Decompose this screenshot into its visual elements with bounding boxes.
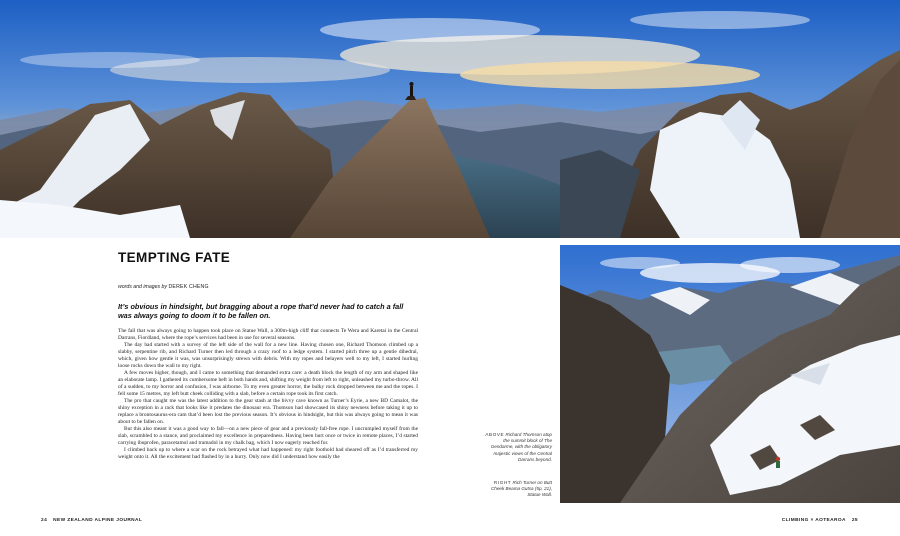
caption-above-text: Richard Thomson atop the summit block of The Gendarme, with the obligatory majestic views of the Central Darrans beyond. [490, 432, 552, 462]
byline [118, 284, 418, 290]
climber-photo [560, 245, 900, 503]
caption-above [480, 432, 552, 463]
section-name: CLIMBING × AOTEAROA [781, 518, 846, 523]
page-number-left: 24 [41, 518, 48, 523]
caption-right-tag: RIGHT [493, 480, 512, 485]
body-paragraph: The fall that was always going to happen took place on Statue Wall, a 300m-high cliff that connects Te Wera and Karetai in the Central Darrans, Fiordland, where the rope’s services had been in use for several seasons. [118, 328, 418, 342]
footer-right [782, 518, 858, 523]
caption-right [480, 480, 552, 499]
body-paragraph: The pro that caught me was the latest addition to the gear stash at the bivvy cave known as Turner’s Eyrie, a new BD Camalot, the shiny exception in a rack that looks like it predates the dinosaur era. Thomson had showcased its shiny newness before taking it up to replace a brontosaurus-era cam that’d been lost the previous season. It’s obvious in hindsight, but this was always going to mean it was about to be fallen on. [118, 398, 418, 426]
panorama-photo [0, 0, 900, 238]
caption-above-tag: ABOVE [485, 432, 505, 437]
journal-name: NEW ZEALAND ALPINE JOURNAL [53, 518, 143, 523]
byline-prefix: words and images by [118, 284, 168, 290]
caption-right-text: Rich Turner on Butt Cheek Beama Gutsa (5p, 21), Statue Wall. [490, 480, 552, 498]
climber-illustration [560, 245, 900, 503]
body-paragraph: But this also meant it was a good way to fall—on a new piece of gear and a previously fall-free rope. I uncrumpled myself from the slab, scrambled to a stance, and proclaimed my excellence in preparedness. Having been hurt once or twice in remote places, I’d started carrying ibuprofen, paracetamol and tramadol in my chalk bag, which I now eagerly reached for. [118, 426, 418, 447]
standfirst: It’s obvious in hindsight, but bragging about a rope that’d never had to catch a fall was always going to doom it to be fallen on. [118, 302, 404, 320]
footer-left [41, 518, 142, 523]
panorama-illustration [0, 0, 900, 238]
byline-author: DEREK CHENG [168, 284, 209, 290]
body-paragraph: A few moves higher, though, and I came to something that demanded extra care: a death block the length of my arm and shaped like an elaborate lamp. I gathered its cumbersome heft in both hands and, shifting my weight from left to right, unleashed my turbo-throw. All of a sudden, to my horror and confusion, I was airborne. To my even greater horror, the bulky rock dropped between me and the ropes. I fell some 15 metres, my left butt cheek colliding with a slab, before a certain rope took its first catch. [118, 370, 418, 398]
article-title: TEMPTING FATE [118, 250, 231, 265]
body-paragraph: The day had started with a survey of the left side of the wall for a new line. Having chosen one, Richard Thomson climbed up a slabby, serpentine rib, and Richard Turner then led through a crazy roof to a ledge system. I started pitch three up a gentle dihedral, which, given how gentle it was, was unsurprisingly strewn with debris. With my ropes and belayers well to my left, I started hurling loose rocks down the wall to my right. [118, 342, 418, 370]
article-body [118, 328, 418, 461]
page-number-right: 25 [851, 518, 858, 523]
body-paragraph: I climbed back up to where a scar on the rock betrayed what had happened: my right foothold had sheared off as I’d transferred my weight onto it. All the excitement had flashed by in a hurry. Only now did I understand how easily the [118, 447, 418, 461]
article [118, 250, 418, 461]
